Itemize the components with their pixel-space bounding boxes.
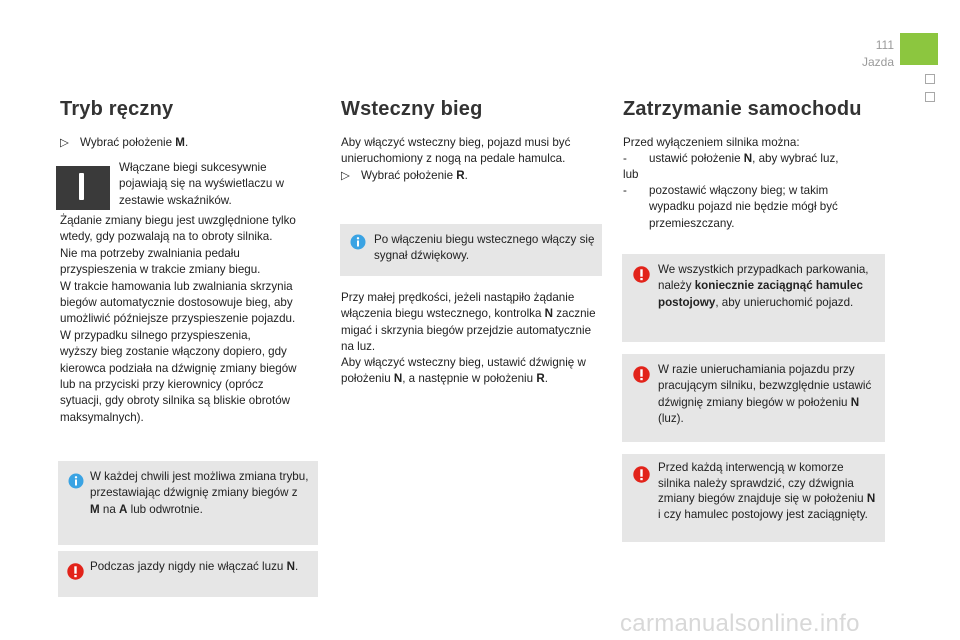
warning-icon xyxy=(633,266,650,283)
manual-paragraph: Żądanie zmiany biegu jest uwzględnione tylko wtedy, gdy pozwalają na to obroty silnika. Nie ma potrzeby zwalniania pedału przyspieszenia w trakcie zmiany biegu. W trakcie hamowania lub zwalniania skrzynia biegów automatycznie dostosowuje bieg, aby umożliwić późniejsze przyspieszenie pojazdu. W przypadku silnego przyspieszenia, wyższy bieg zostanie włączony dopiero, gdy kierowca podziała na dźwignię zmiany biegów lub na przyciski przy kierownicy (oprócz sytuacji, gdy obroty silnika są bliskie obrotów maksymalnych). xyxy=(60,214,297,424)
reverse-paragraph-1: Przy małej prędkości, jeżeli nastąpiło żądanie włączenia biegu wstecznego, kontrolka N zacznie migać i skrzynia biegów przejdzie automatycznie na luz. xyxy=(341,291,596,354)
info-box-reverse xyxy=(340,224,602,276)
stopping-item-2: - pozostawić włączony bieg; w takim wypadku pojazd nie będzie mógł być przemieszczany. xyxy=(623,184,838,230)
page-number: 111 xyxy=(875,38,894,52)
tab-marker xyxy=(925,92,935,102)
info-box-text: W każdej chwili jest możliwa zmiana trybu, przestawiając dźwignię zmiany biegów z M na A lub odwrotnie. xyxy=(90,470,309,516)
warning-box-neutral xyxy=(58,551,318,597)
info-icon xyxy=(68,473,84,489)
stopping-item-1: - ustawić położenie N, aby wybrać luz, xyxy=(623,152,839,165)
section-title-manual: Tryb ręczny xyxy=(60,98,174,120)
tab-marker xyxy=(925,74,935,84)
section-title-stopping: Zatrzymanie samochodu xyxy=(623,98,862,120)
info-box-mode-change xyxy=(58,461,318,545)
info-box-text: Po włączeniu biegu wstecznego włączy się sygnał dźwiękowy. xyxy=(374,233,595,263)
warning-box-text: W razie unieruchamiania pojazdu przy pracującym silniku, bezwzględnie ustawić dźwignię zmiany biegów w położeniu N (luz). xyxy=(658,363,872,426)
reverse-intro: Aby włączyć wsteczny bieg, pojazd musi być unieruchomiony z nogą na pedale hamulca. xyxy=(341,136,571,166)
warning-box-engine-running xyxy=(622,354,885,442)
warning-icon xyxy=(67,563,84,580)
section-name: Jazda xyxy=(861,55,894,69)
bullet-arrow-icon: ▷ xyxy=(60,136,69,149)
warning-icon xyxy=(633,466,650,483)
section-tab xyxy=(900,33,938,65)
warning-icon xyxy=(633,366,650,383)
stopping-intro: Przed wyłączeniem silnika można: xyxy=(623,136,800,149)
reverse-paragraph-2: Aby włączyć wsteczny bieg, ustawić dźwignię w położeniu N, a następnie w położeniu R. xyxy=(341,356,586,386)
gear-display-icon xyxy=(56,166,110,210)
warning-box-text: We wszystkich przypadkach parkowania, należy koniecznie zaciągnąć hamulec postojowy, aby unieruchomić pojazd. xyxy=(658,263,869,309)
watermark: carmanualsonline.info xyxy=(620,610,860,637)
warning-box-text: Podczas jazdy nigdy nie włączać luzu N. xyxy=(90,560,299,573)
bullet-arrow-icon: ▷ xyxy=(341,169,350,182)
gear-display-text: Włączane biegi sukcesywnie pojawiają się na wyświetlaczu w zestawie wskaźników. xyxy=(119,161,284,207)
manual-bullet: ▷ Wybrać położenie M. xyxy=(60,135,320,151)
warning-box-engine-bay xyxy=(622,454,885,542)
section-title-reverse: Wsteczny bieg xyxy=(341,98,483,120)
stopping-or: lub xyxy=(623,168,639,181)
info-icon xyxy=(350,234,366,250)
warning-box-parking xyxy=(622,254,885,342)
warning-box-text: Przed każdą interwencją w komorze silnika należy sprawdzić, czy dźwignia zmiany biegów znajduje się w położeniu N i czy hamulec postojowy jest zaciągnięty. xyxy=(658,461,876,521)
reverse-bullet: ▷ Wybrać położenie R. xyxy=(341,168,603,184)
